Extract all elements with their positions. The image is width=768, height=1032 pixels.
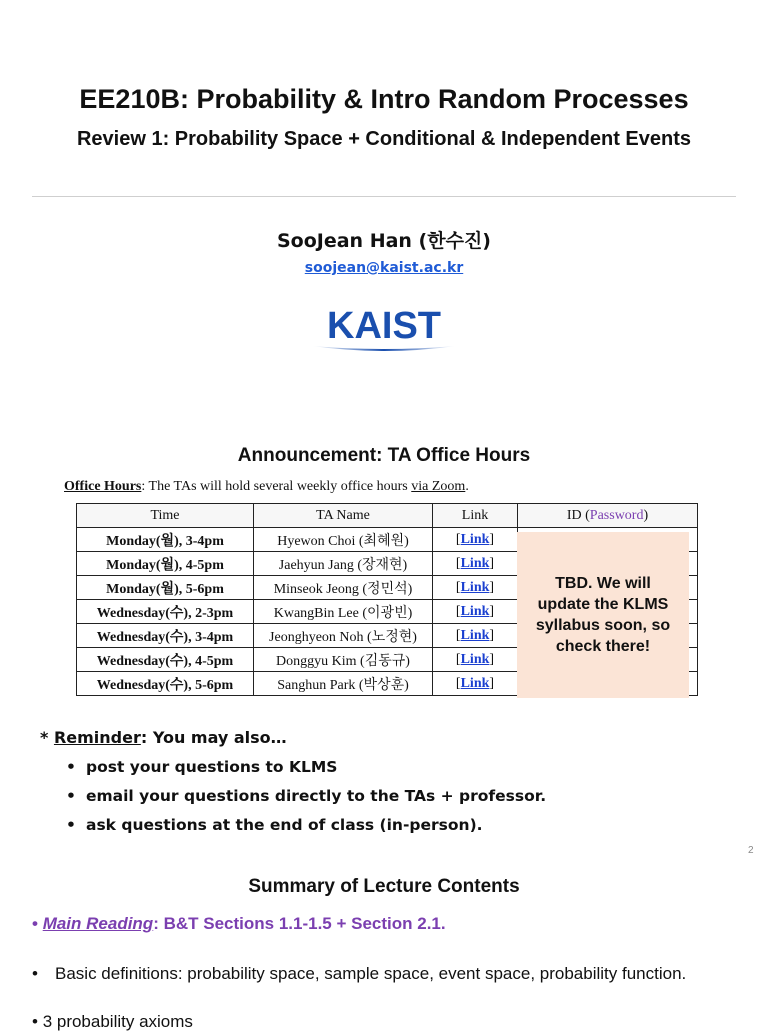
main-reading-text: : B&T Sections 1.1-1.5 + Section 2.1. [153,914,446,933]
reminder-text: : You may also… [140,728,287,747]
cell-ta-name: Jaehyun Jang (장재현) [254,552,433,576]
cell-ta-name: Hyewon Choi (최혜원) [254,528,433,552]
cell-link: [Link] [433,600,518,624]
cell-time: Monday(월), 4-5pm [77,552,254,576]
page-number: 2 [748,845,754,856]
cell-link: [Link] [433,672,518,696]
basic-definitions: • Basic definitions: probability space, sample space, event space, probability function. [32,962,722,986]
reminder-label: Reminder [53,728,141,747]
basic-definitions-text: Basic definitions: probability space, sample space, event space, probability function. [55,964,687,983]
zoom-link[interactable]: Link [460,627,490,643]
cell-ta-name: Jeonghyeon Noh (노정현) [254,624,433,648]
author-name: SooJean Han (한수진) [276,230,491,252]
reminder-heading: * Reminder: You may also… [40,728,287,747]
divider [32,196,736,197]
cell-link: [Link] [433,648,518,672]
course-title: EE210B: Probability & Intro Random Processes [79,84,689,114]
cell-ta-name: Sanghun Park (박상훈) [254,672,433,696]
intro-end: . [465,479,469,494]
table-header-row [77,504,698,528]
zoom-link[interactable]: Link [460,531,490,547]
cell-ta-name: KwangBin Lee (이광빈) [254,600,433,624]
intro-zoom: via Zoom [411,479,466,494]
axioms-item: • 3 probability axioms [32,1012,193,1031]
col-time: Time [77,504,254,528]
list-item: • ask questions at the end of class (in-person). [66,814,546,843]
main-reading: • Main Reading: B&T Sections 1.1-1.5 + Section 2.1. [32,914,446,933]
zoom-link[interactable]: Link [460,579,490,595]
cell-time: Monday(월), 3-4pm [77,528,254,552]
cell-time: Monday(월), 5-6pm [77,576,254,600]
office-hours-intro [64,479,469,495]
summary-title: Summary of Lecture Contents [248,876,520,897]
cell-link: [Link] [433,576,518,600]
list-item: • email your questions directly to the TAs + professor. [66,785,546,814]
cell-ta-name: Minseok Jeong (정민석) [254,576,433,600]
announcement-title: Announcement: TA Office Hours [237,445,531,466]
email-link[interactable]: soojean@kaist.ac.kr [304,260,464,276]
kaist-logo [308,304,460,354]
cell-ta-name: Donggyu Kim (김동규) [254,648,433,672]
cell-link: [Link] [433,552,518,576]
zoom-link[interactable]: Link [460,555,490,571]
cell-time: Wednesday(수), 5-6pm [77,672,254,696]
office-hours-label: Office Hours [64,479,142,494]
cell-time: Wednesday(수), 2-3pm [77,600,254,624]
zoom-link[interactable]: Link [460,651,490,667]
intro-text: : The TAs will hold several weekly office hours [141,479,412,494]
axioms-text: 3 probability axioms [42,1012,193,1031]
lecture-subtitle: Review 1: Probability Space + Conditional & Independent Events [76,128,691,150]
col-ta-name: TA Name [254,504,433,528]
zoom-link[interactable]: Link [460,675,490,691]
cell-link: [Link] [433,624,518,648]
logo-wordmark: KAIST [327,305,441,347]
tbd-note: TBD. We will update the KLMS syllabus soon, so check there! [517,532,689,698]
cell-link: [Link] [433,528,518,552]
main-reading-label: Main Reading [42,914,154,933]
col-link: Link [433,504,518,528]
zoom-link[interactable]: Link [460,603,490,619]
cell-time: Wednesday(수), 4-5pm [77,648,254,672]
col-id: ID (Password) [518,504,698,528]
cell-time: Wednesday(수), 3-4pm [77,624,254,648]
list-item: • post your questions to KLMS [66,756,546,785]
email-row [0,259,768,276]
reminder-list [66,756,546,843]
